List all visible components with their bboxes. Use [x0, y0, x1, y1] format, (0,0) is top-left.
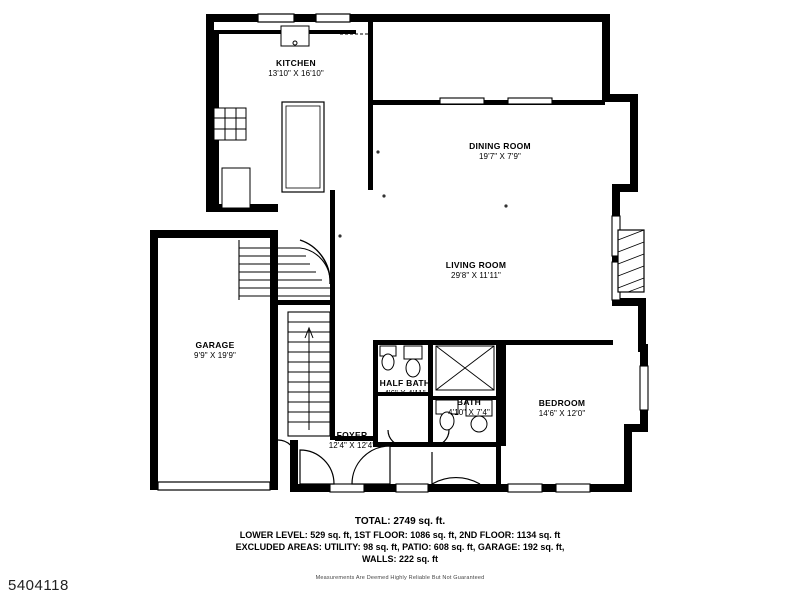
- room-name: FOYER: [336, 430, 368, 440]
- room-dimensions: 29'8" X 11'11": [451, 270, 501, 280]
- room-dimensions: 9'9" X 19'9": [194, 350, 236, 360]
- room-dimensions: 14'6" X 12'0": [538, 408, 586, 418]
- room-dimensions: 4'10" X 7'4": [448, 407, 490, 417]
- excluded-areas-line-2: WALLS: 222 sq. ft: [361, 554, 438, 565]
- total-area: TOTAL: 2749 sq. ft.: [354, 516, 446, 527]
- room-name: HALF BATH: [379, 378, 431, 388]
- floor-fill: [152, 16, 648, 492]
- room-name: LIVING ROOM: [445, 260, 507, 270]
- excluded-areas-line-1: EXCLUDED AREAS: UTILITY: 98 sq. ft, PATIO: 608 sq. ft, GARAGE: 192 sq. ft,: [235, 542, 565, 553]
- fireplace-hatch: [618, 230, 644, 292]
- room-dimensions: 4'6" X 4'11": [384, 388, 426, 398]
- room-name: BEDROOM: [538, 398, 586, 408]
- room-name: GARAGE: [195, 340, 235, 350]
- room-name: DINING ROOM: [469, 141, 531, 151]
- garage-door: [158, 482, 270, 490]
- room-dimensions: 19'7" X 7'9": [479, 151, 521, 161]
- area-summary: [90, 516, 710, 565]
- room-dimensions: 12'4" X 12'4": [328, 440, 376, 450]
- level-breakdown: LOWER LEVEL: 529 sq. ft, 1ST FLOOR: 1086 sq. ft, 2ND FLOOR: 1134 sq. ft: [239, 530, 561, 540]
- room-name: BATH: [456, 397, 482, 407]
- measurement-disclaimer: Measurements Are Deemed Highly Reliable But Not Guaranteed: [315, 575, 485, 581]
- photo-id-label: 5404118: [8, 577, 69, 594]
- room-dimensions: 13'10" X 16'10": [268, 68, 324, 78]
- room-name: KITCHEN: [276, 58, 316, 68]
